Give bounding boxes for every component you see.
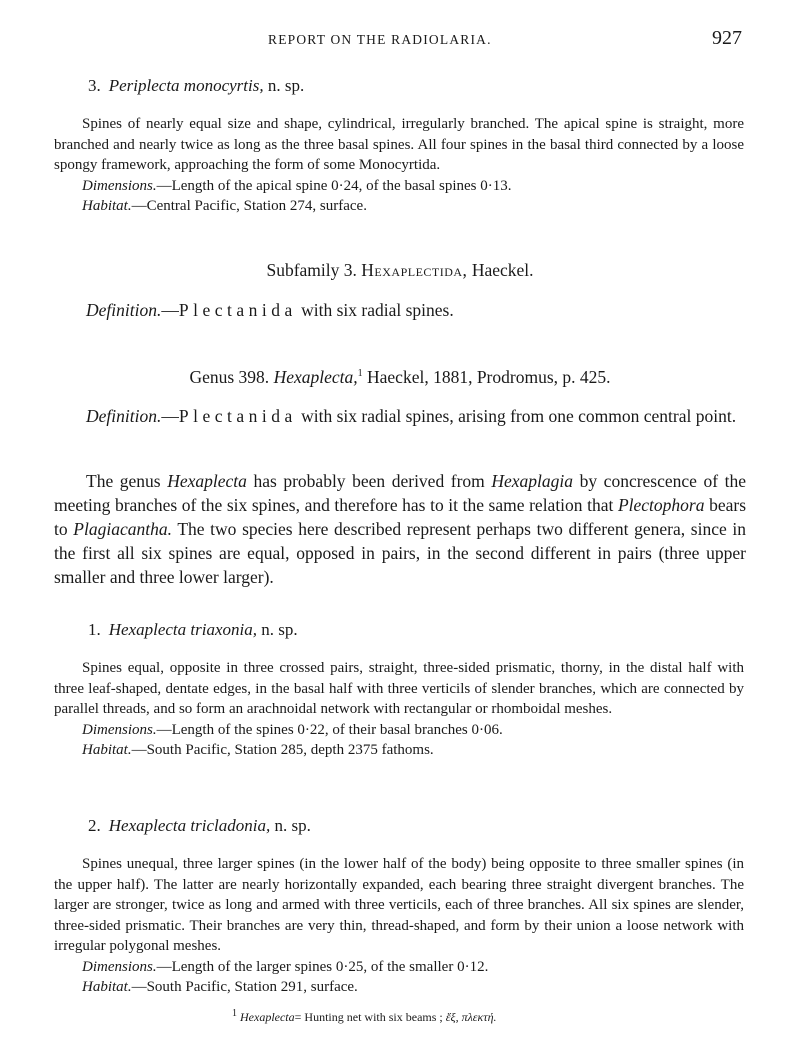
genus-citation: Haeckel, 1881, Prodromus, p. 425. [367,366,611,387]
habitat-line [54,977,744,998]
habitat-line [54,740,744,761]
species-description: Spines of nearly equal size and shape, cylindrical, irregularly branched. The apical spine is straight, more branched and nearly twice as long as the three basal spines. All four spines in the basal third connected by a loose spongy framework, approaching the form of some Monocyrtida. [54,116,744,173]
discussion-text: The two species here described represent perhaps two different genera, since in the first all six spines are equal, opposed in pairs, in the second different in pairs (three upper smaller and three lower larger). [54,519,747,587]
page-header [0,27,800,54]
species-heading-periplecta-monocyrtis [88,76,304,96]
dimensions-label: Dimensions. [82,177,157,194]
definition-label: Definition. [86,300,162,320]
footnote [232,1008,497,1025]
dimensions-label: Dimensions. [82,958,157,975]
species-number: 1. [88,620,101,639]
page-number: 927 [712,27,742,49]
species-block-hexaplecta-tricladonia [54,854,744,998]
discussion-taxon: Hexaplagia [491,471,574,491]
species-block-periplecta-monocyrtis [54,114,744,217]
discussion-taxon: Plectophora [617,495,705,515]
dimensions-line [54,957,744,978]
species-number: 3. [88,76,101,95]
species-heading-hexaplecta-tricladonia [88,816,311,836]
genus-name: Hexaplecta, [273,366,358,387]
discussion-taxon: Hexaplecta [167,471,247,491]
subfamily-author: Haeckel. [471,260,534,280]
species-suffix: n. sp. [274,816,311,835]
habitat-line [54,196,744,217]
subfamily-definition [86,298,746,322]
definition-group: Plectanida [178,406,297,426]
habitat-text: —South Pacific, Station 291, surface. [131,979,358,995]
discussion-text: bears to [54,495,747,539]
discussion-taxon: Plagiacantha. [73,519,172,539]
definition-dash: — [161,406,179,426]
running-title: REPORT ON THE RADIOLARIA. [268,32,492,47]
species-suffix: n. sp. [261,620,298,639]
discussion-text: has probably been derived from [253,471,485,491]
dimensions-text: —Length of the apical spine 0·24, of the basal spines 0·13. [156,177,512,194]
footnote-mark: 1 [232,1008,237,1019]
habitat-label: Habitat. [82,979,132,995]
habitat-label: Habitat. [82,742,132,758]
definition-label: Definition. [86,406,162,426]
dimensions-text: —Length of the larger spines 0·25, of the smaller 0·12. [156,958,489,975]
habitat-text: —Central Pacific, Station 274, surface. [131,198,367,214]
dimensions-text: —Length of the spines 0·22, of their basal branches 0·06. [156,721,503,738]
footnote-reference: 1 [357,368,363,379]
genus-discussion [54,469,746,589]
habitat-text: —South Pacific, Station 285, depth 2375 fathoms. [131,742,434,758]
subfamily-heading [0,258,800,282]
definition-text: with six radial spines, arising from one common central point. [301,406,737,426]
discussion-text: The genus [86,471,161,491]
footnote-text: = Hunting net with six beams ; [294,1010,443,1024]
discussion-text: by concrescence of the meeting branches of the six spines, and therefore has to it the same relation that [54,471,747,515]
subfamily-prefix: Subfamily 3. [266,260,357,280]
subfamily-name: Hexaplectida, [361,260,468,280]
species-block-hexaplecta-triaxonia [54,658,744,761]
genus-heading [0,362,800,389]
dimensions-line [54,176,744,197]
dimensions-label: Dimensions. [82,721,157,738]
definition-text: with six radial spines. [301,300,454,320]
genus-definition [54,404,746,428]
species-description: Spines equal, opposite in three crossed pairs, straight, three-sided prismatic, thorny, in the distal half with three leaf-shaped, dentate edges, in the basal half with three verticils of slender branches, which are connected by parallel threads, and so form an arachnoidal network with rectangular or rhomboidal meshes. [54,660,744,717]
species-heading-hexaplecta-triaxonia [88,620,298,640]
species-suffix: n. sp. [267,76,305,95]
species-number: 2. [88,816,101,835]
definition-group: Plectanida [178,300,297,320]
footnote-term: Hexaplecta [240,1010,295,1024]
definition-dash: — [161,300,179,320]
footnote-greek: ἕξ, πλεκτή. [445,1010,497,1024]
dimensions-line [54,720,744,741]
species-name: Hexaplecta triaxonia, [108,620,257,639]
species-name: Periplecta monocyrtis, [108,76,264,95]
species-name: Hexaplecta tricladonia, [108,816,271,835]
species-description: Spines unequal, three larger spines (in the lower half of the body) being opposite to three smaller spines (in the upper half). The latter are nearly horizontally expanded, each bearing three straight divergent branches. The larger are stronger, twice as long and armed with three verticils, each of three branches. All six spines are slender, three-sided prismatic. Their branches are very thin, thread-shaped, and form by their union a loose network with irregular polygonal meshes. [54,856,744,954]
genus-prefix: Genus 398. [189,366,270,387]
habitat-label: Habitat. [82,198,132,214]
